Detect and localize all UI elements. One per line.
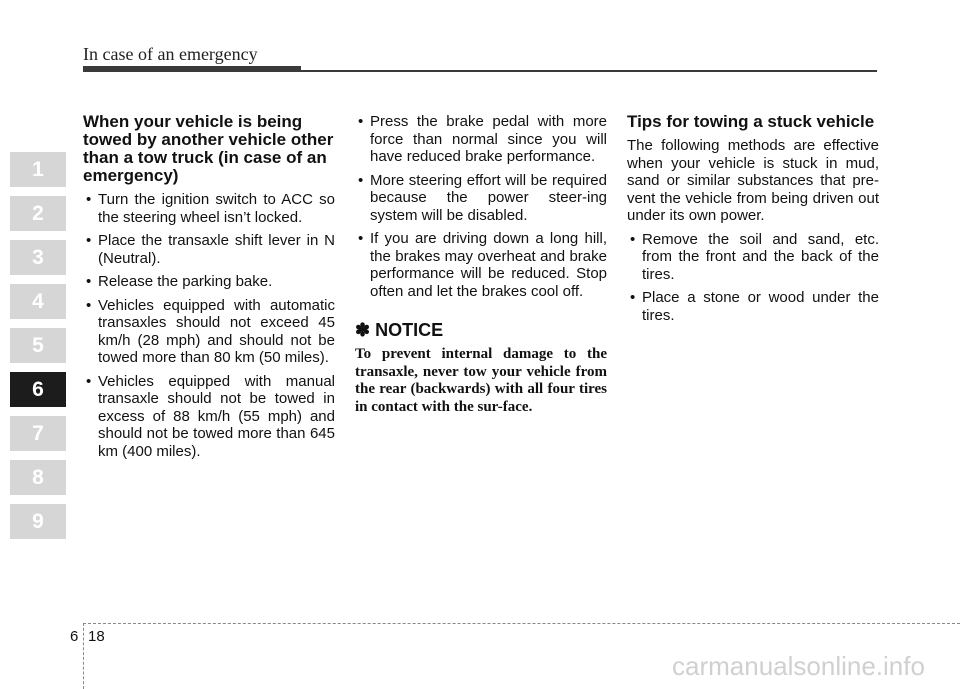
notice-label: NOTICE <box>375 320 444 340</box>
list-item: • Vehicles equipped with automatic transaxles should not exceed 45 km/h (28 mph) and should not be towed more than 80 km (50 miles). <box>83 297 335 367</box>
notice-icon: ✽ <box>355 320 371 340</box>
chapter-tab-6[interactable]: 6 <box>10 372 66 407</box>
column-stuck-vehicle <box>627 113 879 330</box>
section-heading: Tips for towing a stuck vehicle <box>627 112 875 131</box>
list-item: • Vehicles equipped with manual transaxle should not be towed in excess of 88 km/h (55 mph) and should not be towed more than 645 km (400 miles). <box>83 373 335 461</box>
list-item: • Place the transaxle shift lever in N (Neutral). <box>83 232 335 267</box>
chapter-tab-4[interactable]: 4 <box>10 284 66 319</box>
list-item: • Place a stone or wood under the tires. <box>627 289 879 324</box>
bullet-list <box>627 231 879 325</box>
section-heading: When your vehicle is being towed by another vehicle other than a tow truck (in case of an emergency) <box>83 112 334 185</box>
chapter-tabs <box>10 152 66 548</box>
list-item: • More steering effort will be required because the power steer-ing system will be disabled. <box>355 172 607 225</box>
footer-page-number: 18 <box>88 628 105 645</box>
chapter-tab-3[interactable]: 3 <box>10 240 66 275</box>
footer-rule <box>83 623 960 624</box>
notice-text: To prevent internal damage to the transaxle, never tow your vehicle from the rear (backwards) with all four tires in contact with the sur-face. <box>355 346 607 415</box>
list-item: • Press the brake pedal with more force than normal since you will have reduced brake performance. <box>355 113 607 166</box>
chapter-tab-5[interactable]: 5 <box>10 328 66 363</box>
chapter-tab-2[interactable]: 2 <box>10 196 66 231</box>
notice-heading <box>355 320 607 340</box>
chapter-tab-7[interactable]: 7 <box>10 416 66 451</box>
list-item: • Remove the soil and sand, etc. from the front and the back of the tires. <box>627 231 879 284</box>
footer-divider <box>83 623 84 689</box>
column-towing-other-vehicle <box>83 113 335 466</box>
bullet-list <box>83 191 335 460</box>
page-header-title: In case of an emergency <box>83 44 258 64</box>
section-intro: The following methods are effective when your vehicle is stuck in mud, sand or similar substances that pre-vent the vehicle from being driven out under its own power. <box>627 137 879 224</box>
bullet-list <box>355 113 607 300</box>
list-item: • Turn the ignition switch to ACC so the steering wheel isn’t locked. <box>83 191 335 226</box>
watermark-text: carmanualsonline.info <box>672 651 925 681</box>
chapter-tab-9[interactable]: 9 <box>10 504 66 539</box>
list-item: • If you are driving down a long hill, the brakes may overheat and brake performance will be reduced. Stop often and let the brakes cool off. <box>355 230 607 300</box>
chapter-tab-1[interactable]: 1 <box>10 152 66 187</box>
header-rule <box>83 70 877 72</box>
list-item: • Release the parking bake. <box>83 273 335 291</box>
footer-chapter-number: 6 <box>70 628 79 645</box>
chapter-tab-8[interactable]: 8 <box>10 460 66 495</box>
column-driving-notes <box>355 113 607 416</box>
